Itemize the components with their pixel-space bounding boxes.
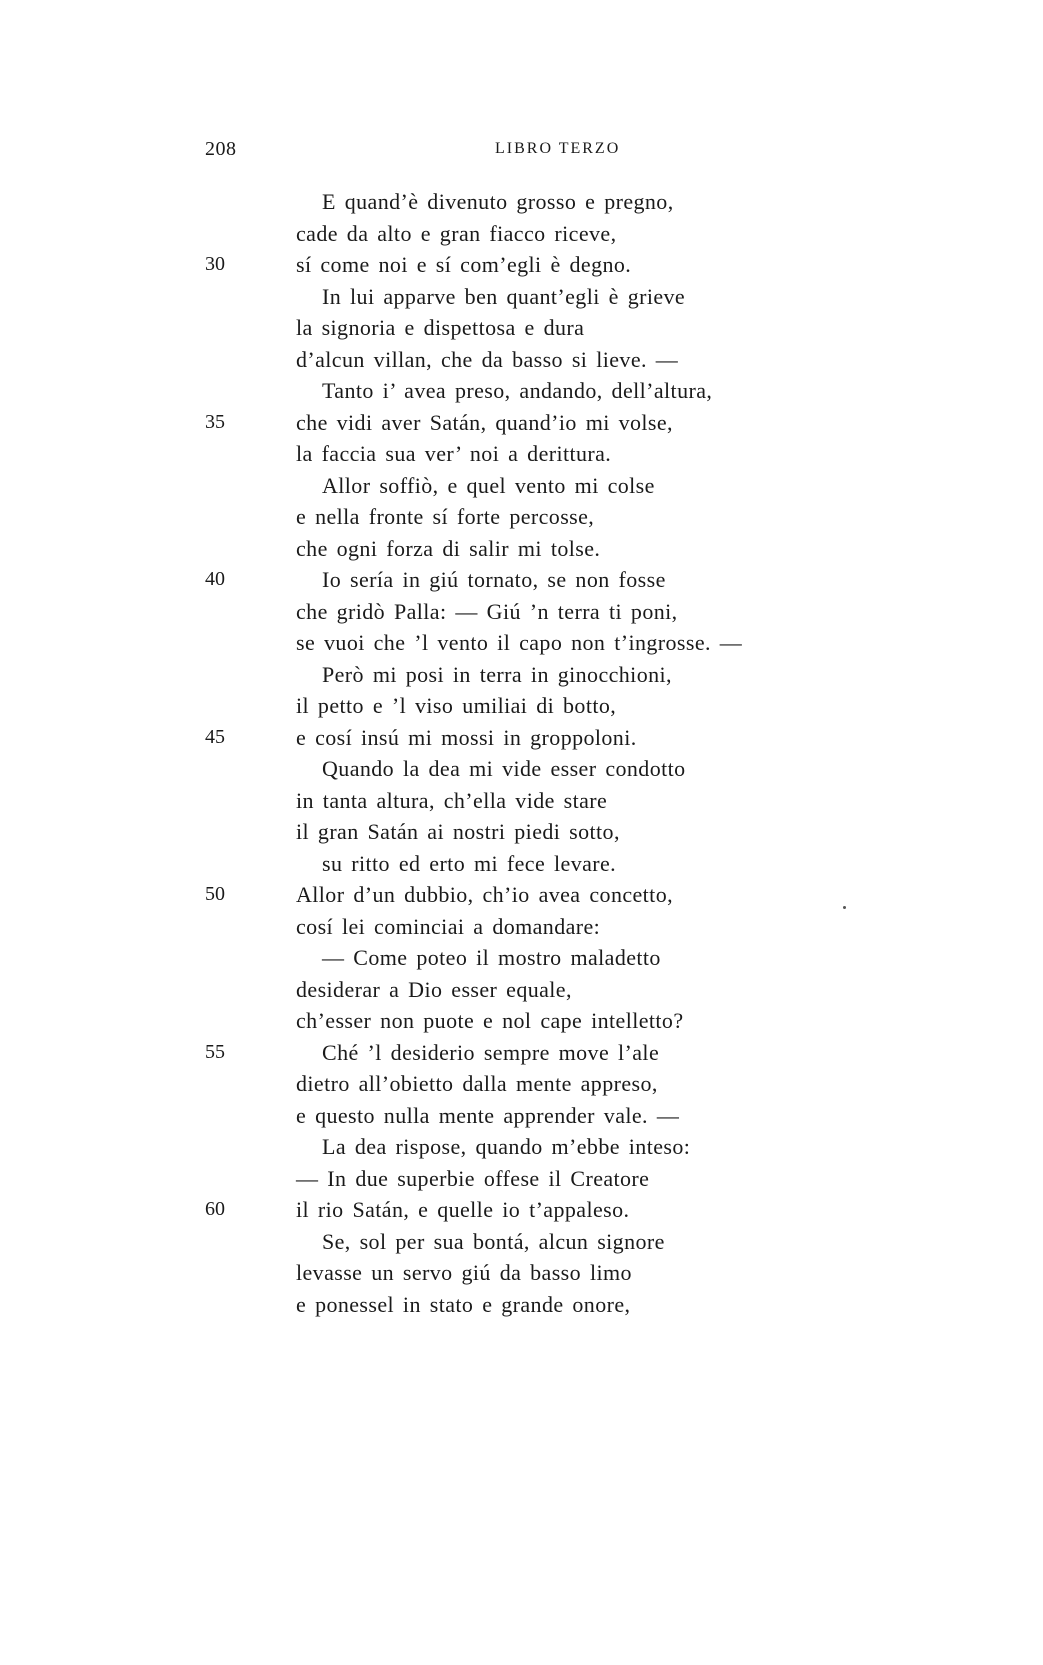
verse-line bbox=[0, 1163, 1043, 1195]
verse-text: dietro all’obietto dalla mente appreso, bbox=[296, 1071, 658, 1096]
poem-body bbox=[0, 186, 1043, 1320]
verse-text: Allor soffiò, e quel vento mi colse bbox=[322, 472, 655, 498]
verse-text: Allor d’un dubbio, ch’io avea concetto, bbox=[296, 882, 673, 907]
verse-line bbox=[0, 1289, 1043, 1321]
verse-text: d’alcun villan, che da basso si lieve. — bbox=[296, 346, 679, 372]
verse-text: il gran Satán ai nostri piedi sotto, bbox=[296, 819, 620, 844]
verse-line bbox=[0, 1037, 1043, 1069]
verse-text: Io sería in giú tornato, se non fosse bbox=[322, 567, 666, 592]
verse-line bbox=[0, 942, 1043, 974]
verse-line bbox=[0, 627, 1043, 659]
verse-text: che gridò Palla: — Giú ’n terra ti poni, bbox=[296, 598, 678, 624]
verse-text: — In due superbie offese il Creatore bbox=[296, 1165, 650, 1191]
verse-line bbox=[0, 1100, 1043, 1132]
verse-line bbox=[0, 533, 1043, 565]
verse-line bbox=[0, 911, 1043, 943]
stray-ink-mark bbox=[843, 906, 846, 909]
verse-line bbox=[0, 816, 1043, 848]
verse-line bbox=[0, 1226, 1043, 1258]
verse-text: cade da alto e gran fiacco riceve, bbox=[296, 220, 617, 246]
verse-line bbox=[0, 375, 1043, 407]
verse-line bbox=[0, 596, 1043, 628]
verse-line bbox=[0, 470, 1043, 502]
verse-line bbox=[0, 1005, 1043, 1037]
verse-number: 35 bbox=[205, 410, 225, 433]
verse-line bbox=[0, 1068, 1043, 1100]
running-title: LIBRO TERZO bbox=[495, 140, 621, 157]
verse-line bbox=[0, 974, 1043, 1006]
verse-text: su ritto ed erto mi fece levare. bbox=[322, 850, 617, 876]
verse-text: che ogni forza di salir mi tolse. bbox=[296, 535, 601, 561]
verse-text: il rio Satán, e quelle io t’appaleso. bbox=[296, 1197, 630, 1222]
verse-line bbox=[0, 344, 1043, 376]
verse-line bbox=[0, 659, 1043, 691]
verse-text: la faccia sua ver’ noi a derittura. bbox=[296, 441, 612, 466]
verse-line bbox=[0, 753, 1043, 785]
verse-text: e nella fronte sí forte percosse, bbox=[296, 504, 595, 529]
verse-line bbox=[0, 848, 1043, 880]
verse-text: desiderar a Dio esser equale, bbox=[296, 976, 572, 1002]
page-number: 208 bbox=[205, 138, 237, 160]
verse-text: La dea rispose, quando m’ebbe inteso: bbox=[322, 1134, 691, 1159]
verse-line bbox=[0, 722, 1043, 754]
verse-text: E quand’è divenuto grosso e pregno, bbox=[322, 189, 674, 214]
verse-line bbox=[0, 438, 1043, 470]
verse-line bbox=[0, 785, 1043, 817]
verse-text: ch’esser non puote e nol cape intelletto? bbox=[296, 1008, 684, 1033]
verse-text: e questo nulla mente apprender vale. — bbox=[296, 1102, 680, 1128]
verse-line bbox=[0, 249, 1043, 281]
verse-text: sí come noi e sí com’egli è degno. bbox=[296, 252, 632, 277]
verse-text: che vidi aver Satán, quand’io mi volse, bbox=[296, 409, 673, 435]
verse-text: Tanto i’ avea preso, andando, dell’altura, bbox=[322, 378, 713, 403]
verse-number: 60 bbox=[205, 1198, 225, 1220]
verse-text: in tanta altura, ch’ella vide stare bbox=[296, 787, 608, 813]
verse-line bbox=[0, 564, 1043, 596]
verse-text: Ché ’l desiderio sempre move l’ale bbox=[322, 1039, 660, 1065]
verse-line bbox=[0, 690, 1043, 722]
verse-text: levasse un servo giú da basso limo bbox=[296, 1260, 632, 1285]
verse-line bbox=[0, 879, 1043, 911]
verse-number: 50 bbox=[205, 883, 225, 905]
verse-text: — Come poteo il mostro maladetto bbox=[322, 945, 661, 970]
verse-text: e cosí insú mi mossi in groppoloni. bbox=[296, 724, 637, 750]
verse-text: Però mi posi in terra in ginocchioni, bbox=[322, 661, 672, 687]
verse-line bbox=[0, 281, 1043, 313]
verse-text: In lui apparve ben quant’egli è grieve bbox=[322, 283, 686, 309]
verse-text: Se, sol per sua bontá, alcun signore bbox=[322, 1228, 665, 1254]
verse-line bbox=[0, 407, 1043, 439]
verse-text: se vuoi che ’l vento il capo non t’ingrosse. — bbox=[296, 630, 743, 655]
verse-line bbox=[0, 186, 1043, 218]
verse-number: 45 bbox=[205, 725, 225, 748]
verse-line bbox=[0, 1257, 1043, 1289]
verse-line bbox=[0, 312, 1043, 344]
verse-text: e ponessel in stato e grande onore, bbox=[296, 1291, 631, 1317]
verse-line bbox=[0, 218, 1043, 250]
verse-number: 40 bbox=[205, 568, 225, 590]
verse-text: cosí lei cominciai a domandare: bbox=[296, 913, 601, 939]
verse-line bbox=[0, 1194, 1043, 1226]
verse-line bbox=[0, 501, 1043, 533]
verse-number: 30 bbox=[205, 253, 225, 275]
page-header bbox=[205, 138, 825, 168]
verse-number: 55 bbox=[205, 1040, 225, 1063]
verse-text: il petto e ’l viso umiliai di botto, bbox=[296, 693, 617, 718]
verse-text: Quando la dea mi vide esser condotto bbox=[322, 756, 686, 781]
verse-line bbox=[0, 1131, 1043, 1163]
verse-text: la signoria e dispettosa e dura bbox=[296, 315, 585, 340]
